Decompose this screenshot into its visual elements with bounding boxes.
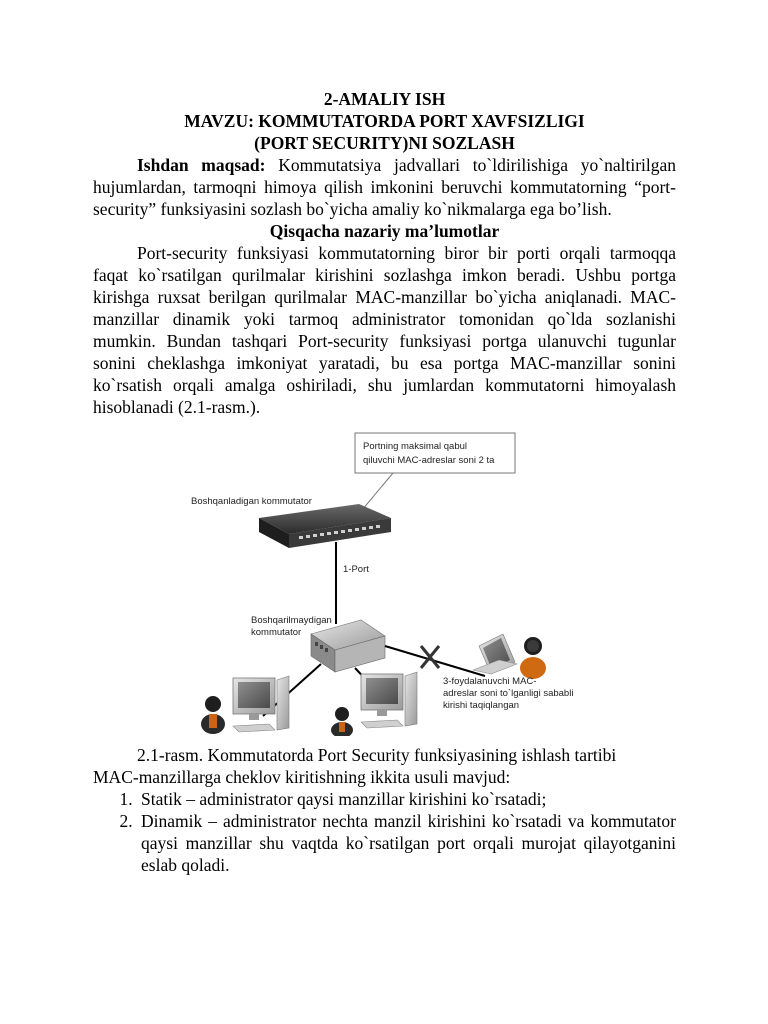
user-2-avatar-icon — [331, 707, 353, 736]
methods-intro: MAC-manzillarga cheklov kiritishning ikkita usuli mavjud: — [93, 767, 511, 787]
user-3-label-line3: kirishi taqiqlangan — [443, 700, 520, 711]
unmanaged-switch-icon — [311, 620, 385, 672]
callout-line-1: Portning maksimal qabul — [363, 441, 468, 452]
list-item: 1. Statik – administrator qaysi manzillar kirishini ko`rsatadi; — [137, 788, 676, 810]
goal-text: Kommutatsiya jadvallari to`ldirilishiga yo`naltirilgan hujumlardan, tarmoqni himoya qilish imkonini beruvchi kommutatorning “port-security” funksiyasini sozlash bo`yicha amaliy ko`nikmalarga ega bo’lish. — [93, 155, 677, 219]
port-label: 1-Port — [343, 564, 369, 575]
user-3-label-line1: 3-foydalanuvchi MAC- — [443, 676, 537, 687]
laptop-icon — [473, 634, 517, 674]
user-3-label-line2: adreslar soni to`lganligi sababli — [443, 688, 574, 699]
goal-paragraph — [93, 154, 676, 220]
managed-switch-icon — [259, 504, 391, 548]
user-2-computer-icon — [361, 672, 417, 728]
user-1-avatar-icon — [201, 696, 225, 734]
topic-heading: MAVZU: KOMMUTATORDA PORT XAVFSIZLIGI — [184, 111, 585, 131]
user-3-avatar-icon — [520, 637, 546, 679]
callout-line-2: qiluvchi MAC-adreslar soni 2 ta — [363, 455, 495, 466]
list-item: 2. Dinamik – administrator nechta manzil kirishini ko`rsatadi va kommutator qaysi manzillar shu vaqtda ko`rsatilgan port orqali murojat qilayotganini eslab qoladi. — [137, 810, 676, 876]
theory-paragraph: Port-security funksiyasi kommutatorning biror bir porti orqali tarmoqqa faqat ko`rsatilgan qurilmalar kirishini sozlashga imkon beradi. Ushbu portga kirishga ruxsat berilgan qurilmalar MAC-manzillar bo`yicha aniqlanadi. MAC-manzillar dinamik yoki tarmoq administrator tomonidan qo`lda sozlanishi mumkin. Bundan tashqari Port-security funksiyasi portga ulanuvchi tugunlar sonini cheklashga imkoniyat yaratadi, bu esa portga MAC-manzillar sonini ko`rsatish orqali amalga oshiriladi, shu jumlardan kommutatorni himoyalash hisoblanadi (2.1-rasm.). — [93, 243, 676, 417]
network-diagram — [93, 424, 676, 736]
user-1-computer-icon — [233, 676, 289, 732]
unmanaged-switch-label-line1: Boshqarilmaydigan — [251, 615, 332, 626]
methods-list — [93, 788, 676, 876]
document-page — [93, 88, 676, 876]
figure-caption: 2.1-rasm. Kommutatorda Port Security funksiyasining ishlash tartibi — [137, 745, 617, 765]
unmanaged-switch-label-line2: kommutator — [251, 627, 302, 638]
theory-heading: Qisqacha nazariy ma’lumotlar — [269, 221, 500, 241]
goal-label: Ishdan maqsad: — [137, 155, 266, 175]
port-limit-callout — [355, 433, 515, 516]
lab-number-heading: 2-AMALIY ISH — [323, 89, 446, 109]
topic-heading-continued: (PORT SECURITY)NI SOZLASH — [254, 133, 515, 153]
managed-switch-label: Boshqanladigan kommutator — [191, 496, 312, 507]
network-diagram-svg — [93, 424, 676, 736]
